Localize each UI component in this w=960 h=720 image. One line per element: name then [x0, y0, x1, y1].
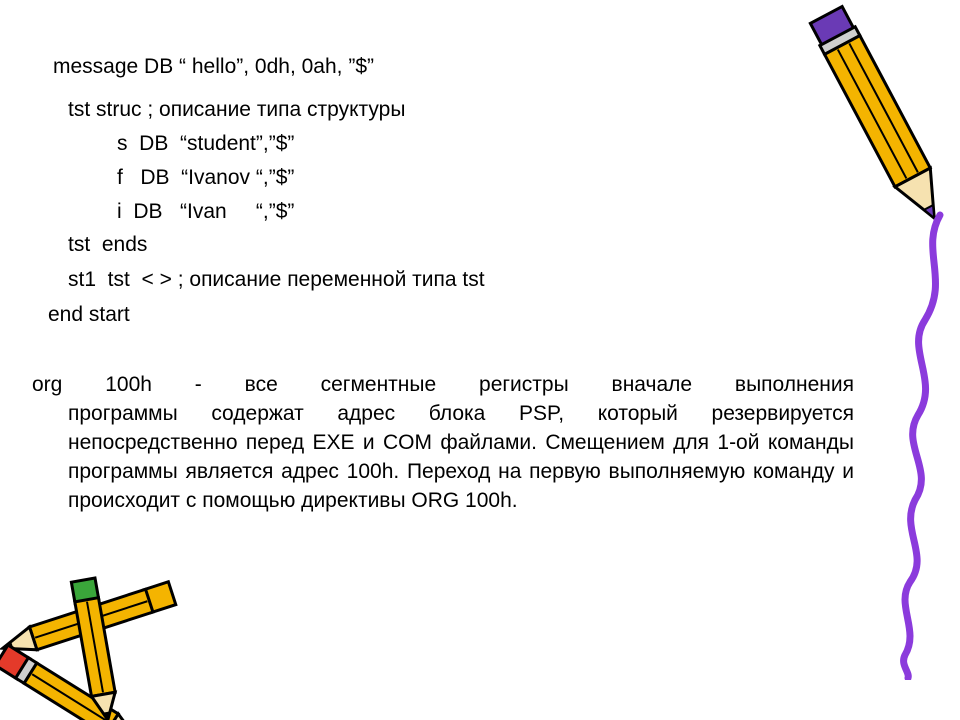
- word: вначале: [611, 373, 693, 396]
- word: выполнения: [734, 373, 854, 396]
- word: -: [194, 373, 202, 396]
- code-line-st1: st1 tst < > ; описание переменной типа tst: [68, 268, 485, 291]
- paragraph-first-line: [32, 370, 854, 399]
- word: org: [32, 373, 63, 396]
- code-line-i: i DB “Ivan “,”$”: [117, 200, 295, 223]
- squiggle-line-icon: [880, 210, 960, 680]
- code-line-f: f DB “Ivanov “,”$”: [117, 166, 295, 189]
- code-line-struc: tst struc ; описание типа структуры: [68, 98, 406, 121]
- word: 100h: [105, 373, 152, 396]
- squiggle-path: [904, 215, 940, 678]
- code-line-s: s DB “student”,”$”: [117, 132, 295, 155]
- pencil-b: [0, 645, 144, 720]
- pencil-icon: [800, 0, 960, 240]
- word: все: [244, 373, 278, 396]
- crossed-pencils-icon: [0, 570, 200, 720]
- code-line-message: message DB “ hello”, 0dh, 0ah, ”$”: [53, 55, 374, 78]
- code-line-ends: tst ends: [68, 233, 148, 256]
- code-line-end-start: end start: [48, 303, 130, 326]
- word: сегментные: [320, 373, 437, 396]
- word: регистры: [479, 373, 569, 396]
- org-paragraph: [32, 370, 854, 515]
- paragraph-body: программы содержат адрес блока PSP, который резервируется непосредственно перед EXE и COM файлами. Смещением для 1-ой команды программы является адрес 100h. Переход на первую выполняемую команду и происходит с помощью директивы ORG 100h.: [68, 402, 854, 512]
